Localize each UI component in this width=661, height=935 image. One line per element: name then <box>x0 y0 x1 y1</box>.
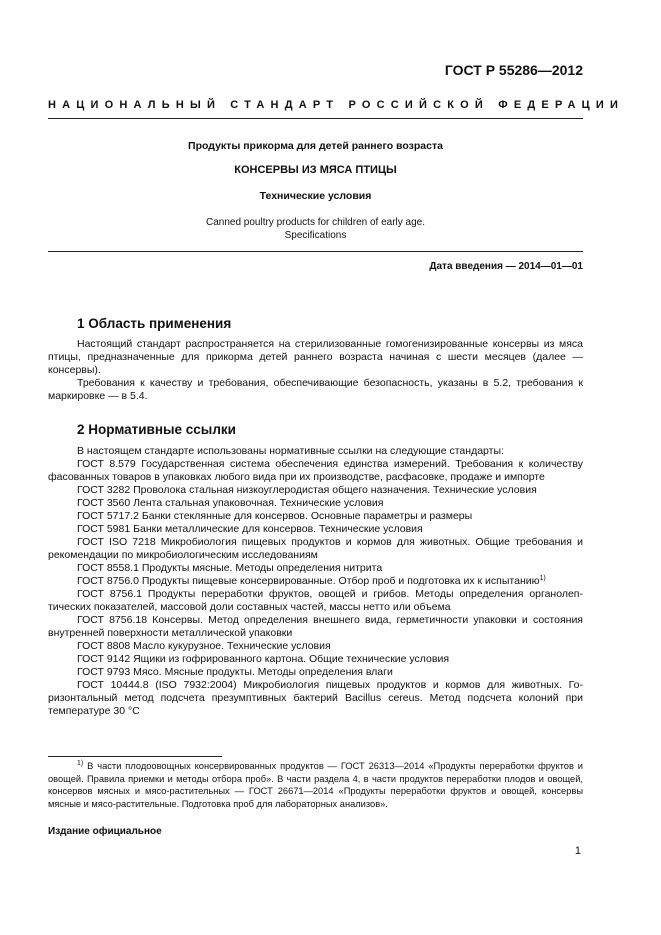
document-title: КОНСЕРВЫ ИЗ МЯСА ПТИЦЫ <box>234 164 397 176</box>
reference-item: ГОСТ 8756.1 Продукты переработки фруктов, овощей и грибов. Методы определения органолептических показателей, массовой доли составных частей, массы нетто или объема <box>48 588 583 613</box>
standard-number: ГОСТ Р 55286—2012 <box>444 62 583 78</box>
reference-item: ГОСТ 5717.2 Банки стеклянные для консервов. Основные параметры и размеры <box>77 510 473 522</box>
section-2-body <box>48 445 583 718</box>
reference-item: ГОСТ 9142 Ящики из гофрированного картона. Общие технические условия <box>77 653 450 665</box>
reference-item: ГОСТ 8808 Масло кукурузное. Технические условия <box>77 640 331 652</box>
reference-item: ГОСТ 8558.1 Продукты мясные. Методы определения нитрита <box>77 562 383 574</box>
title-divider <box>48 251 583 252</box>
english-title-line-2: Specifications <box>284 230 347 241</box>
english-title <box>48 216 583 242</box>
section-1-heading: 1 Область применения <box>77 316 232 331</box>
product-group: Продукты прикорма для детей раннего возраста <box>188 140 443 152</box>
introduction-date: Дата введения — 2014—01—01 <box>429 261 583 272</box>
footnote-marker: 1) <box>539 575 546 582</box>
footnote-text: В части плодоовощных консервированных продуктов — ГОСТ 26313—2014 «Продукты переработки фруктов и овощей. Правила приемки и методы отбора проб». В части раздела 4, в части продуктов переработки плодов и овощей, консервов мясных и мясо-растительных — ГОСТ 26671—2014 «Продукты переработки фруктов и овощей, консервы мясные и мясо-растительные. Подготовка проб для лабораторных анализов». <box>48 761 583 809</box>
reference-item: ГОСТ 3282 Проволока стальная низкоуглеродистая общего назначения. Технические условия <box>77 484 537 496</box>
footnote-divider <box>48 756 222 757</box>
reference-text: ГОСТ 8756.0 Продукты пищевые консервированные. Отбор проб и подготовка их к испытанию <box>77 575 540 587</box>
reference-item: ГОСТ 5981 Банки металлические для консервов. Технические условия <box>77 523 423 535</box>
footnote <box>48 760 583 810</box>
reference-item: ГОСТ ISO 7218 Микробиология пищевых продуктов и кормов для животных. Общие требования и рекомендации по микробиологическим исследованиям <box>48 536 583 561</box>
reference-item: ГОСТ 8756.18 Консервы. Метод определения внешнего вида, герметичности упаковки и состояния внутренней поверхности металлической упаковки <box>48 614 583 639</box>
national-standard-heading: НАЦИОНАЛЬНЫЙ СТАНДАРТ РОССИЙСКОЙ ФЕДЕРАЦИИ <box>48 99 625 111</box>
english-title-line-1: Canned poultry products for children of early age. <box>205 217 425 228</box>
official-edition-label: Издание официальное <box>48 826 162 837</box>
section-1-paragraph: Требования к качеству и требования, обеспечивающие безопасность, указаны в 5.2, требования к маркировке — в 5.4. <box>48 377 583 402</box>
reference-item <box>48 575 583 588</box>
section-1-body <box>48 338 583 403</box>
reference-item: ГОСТ 9793 Мясо. Мясные продукты. Методы определения влаги <box>77 666 393 678</box>
reference-item: ГОСТ 10444.8 (ISO 7932:2004) Микробиология пищевых продуктов и кормов для животных. Горизонтальный метод подсчета презумптивных бактерий Bacillus cereus. Метод подсчета колоний при температуре 30 °С <box>48 679 583 717</box>
section-2-intro: В настоящем стандарте использованы нормативные ссылки на следующие стандарты: <box>77 445 504 457</box>
reference-item: ГОСТ 3560 Лента стальная упаковочная. Технические условия <box>77 497 384 509</box>
document-subtitle: Технические условия <box>259 190 372 202</box>
footnote-marker: 1) <box>77 760 84 767</box>
page-number: 1 <box>574 845 581 857</box>
header-divider <box>48 118 583 119</box>
section-1-paragraph: Настоящий стандарт распространяется на стерилизованные гомогенизированные консервы из мяса птицы, предназначенные для прикорма детей раннего возраста начиная с шести месяцев (далее — консервы). <box>48 338 583 376</box>
reference-item: ГОСТ 8.579 Государственная система обеспечения единства измерений. Требования к количеству фасованных товаров в упаковках любого вида при их производстве, расфасовке, продаже и импорте <box>48 458 583 483</box>
section-2-heading: 2 Нормативные ссылки <box>77 422 236 437</box>
